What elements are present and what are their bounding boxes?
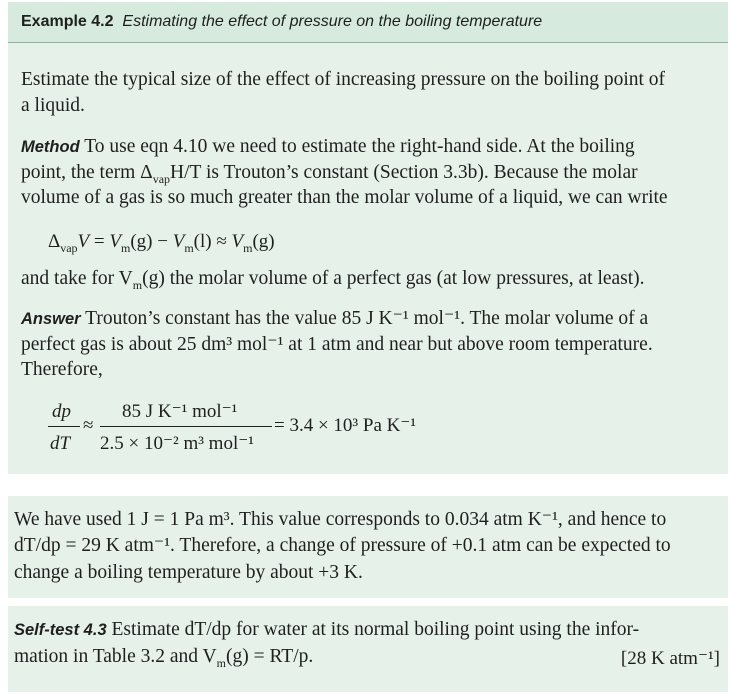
cont-line-2: dT/dp = 29 K atm⁻¹. Therefore, a change of pressure of +0.1 atm can be expected to xyxy=(14,535,671,556)
eq-bar-1 xyxy=(48,426,80,427)
example-heading xyxy=(21,13,542,31)
selftest-panel xyxy=(8,606,728,692)
selftest-line-2: mation in Table 3.2 and $V_m(g) = RT/p$. xyxy=(14,646,314,670)
intro-line-1: Estimate the typical size of the effect of increasing pressure on the boiling point of xyxy=(21,69,666,90)
continuation-panel xyxy=(8,496,728,598)
eq-result: = 3.4 × 10³ Pa K⁻¹ xyxy=(274,415,417,436)
eq-numerator: 85 J K⁻¹ mol⁻¹ xyxy=(122,401,238,422)
example-panel xyxy=(8,2,728,474)
method-label: Method xyxy=(21,138,80,156)
example-title: Estimating the effect of pressure on the boiling temperature xyxy=(122,13,543,30)
example-header xyxy=(8,2,728,43)
eq-dp: dp xyxy=(52,401,71,422)
cont-line-1: We have used 1 J = 1 Pa m³. This value corresponds to 0.034 atm K⁻¹, and hence to xyxy=(14,509,667,530)
selftest-label: Self-test 4.3 xyxy=(14,621,107,639)
eq-approx: ≈ xyxy=(83,415,94,436)
method-line-3: volume of a gas is so much greater than the molar volume of a liquid, we can write xyxy=(21,187,668,208)
method-text-1: To use eqn 4.10 we need to estimate the right-hand side. At the boiling xyxy=(84,136,635,157)
eq-dT: dT xyxy=(50,433,71,454)
cont-line-3: change a boiling temperature by about +3 K. xyxy=(14,562,363,583)
vap-equation: $\Delta_{vap}V = V_m(g) - V_m(l) \approx V_m(g)$ xyxy=(48,231,275,255)
answer-line-2: perfect gas is about 25 dm³ mol⁻¹ at 1 atm and near but above room temperature. xyxy=(21,334,653,355)
eq-denominator: 2.5 × 10⁻² m³ mol⁻¹ xyxy=(100,433,254,454)
take-line: and take for $V_m(g)$ the molar volume of a perfect gas (at low pressures, at least). xyxy=(21,268,645,292)
eq-bar-2 xyxy=(100,426,272,427)
answer-line-3: Therefore, xyxy=(21,359,103,380)
intro-line-2: a liquid. xyxy=(21,95,85,116)
selftest-line-1: Self-test 4.3 Estimate dT/dp for water at its normal boiling point using the infor- xyxy=(14,619,640,640)
answer-label: Answer xyxy=(21,310,81,328)
selftest-answer: [28 K atm⁻¹] xyxy=(620,648,720,669)
method-line-1 xyxy=(21,137,635,157)
example-label: Example 4.2 xyxy=(21,13,114,30)
method-line-2: point, the term $\Delta_{vap}H/T$ is Trouton’s constant (Section 3.3b). Because the molar xyxy=(21,162,638,186)
answer-line-1: Answer Trouton’s constant has the value 85 J K⁻¹ mol⁻¹. The molar volume of a xyxy=(21,308,649,329)
